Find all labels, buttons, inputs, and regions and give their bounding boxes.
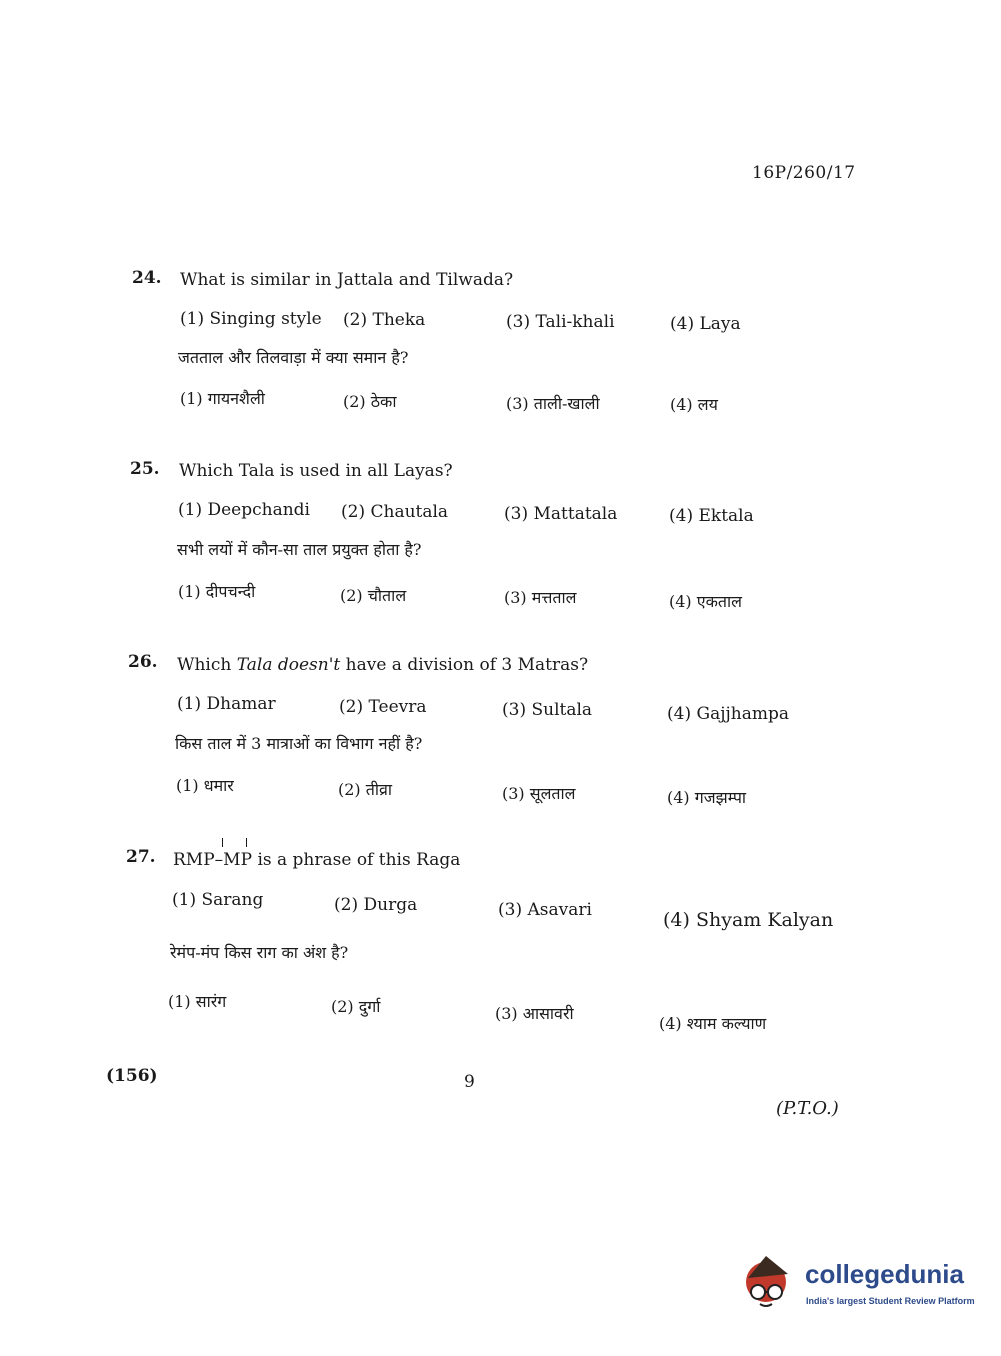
option-en: (3) Sultala bbox=[502, 700, 593, 720]
option-hi: (1) सारंग bbox=[168, 992, 227, 1011]
option-hi: (4) गजझम्पा bbox=[667, 788, 747, 807]
option-en: (2) Theka bbox=[343, 310, 426, 330]
set-number: (156) bbox=[106, 1066, 158, 1086]
option-hi: (4) लय bbox=[670, 395, 718, 414]
question-text-en bbox=[173, 850, 460, 870]
option-hi: (3) आसावरी bbox=[495, 1004, 574, 1023]
option-hi: (1) दीपचन्दी bbox=[178, 582, 256, 601]
option-hi: (1) धमार bbox=[176, 776, 234, 795]
brand-name: collegedunia bbox=[805, 1259, 964, 1289]
pto-note: (P.T.O.) bbox=[776, 1098, 839, 1119]
option-en: (1) Deepchandi bbox=[178, 500, 310, 520]
question-text-part: Which bbox=[177, 655, 232, 675]
option-en: (2) Chautala bbox=[341, 502, 449, 522]
option-en: (1) Singing style bbox=[180, 309, 322, 329]
page-number: 9 bbox=[464, 1072, 475, 1092]
option-hi: (3) सूलताल bbox=[502, 784, 576, 803]
question-text-part: is a phrase of this Raga bbox=[257, 850, 461, 870]
raga-phrase-part: P–M bbox=[203, 850, 241, 870]
question-text-en bbox=[177, 655, 588, 675]
question-text-part: Tala doesn't bbox=[236, 655, 341, 675]
raga-phrase-part: RM bbox=[173, 850, 204, 870]
question-number: 24. bbox=[132, 268, 162, 288]
option-en: (1) Sarang bbox=[172, 890, 264, 910]
question-text-en: Which Tala is used in all Layas? bbox=[179, 461, 453, 481]
option-en: (4) Laya bbox=[670, 314, 741, 334]
question-number: 25. bbox=[130, 459, 160, 479]
question-text-hi: किस ताल में 3 मात्राओं का विभाग नहीं है? bbox=[175, 734, 423, 753]
raga-phrase-part: P bbox=[240, 850, 253, 870]
raga-phrase-hi: रेमंप-मंप bbox=[170, 943, 220, 962]
option-en: (3) Asavari bbox=[498, 900, 592, 920]
question-text-hi bbox=[170, 941, 348, 963]
option-en: (4) Shyam Kalyan bbox=[663, 909, 834, 931]
option-hi: (2) चौताल bbox=[340, 586, 407, 605]
option-hi: (3) मत्तताल bbox=[504, 588, 577, 607]
question-text-en: What is similar in Jattala and Tilwada? bbox=[180, 270, 514, 290]
option-hi: (2) दुर्गा bbox=[331, 997, 381, 1016]
question-text-hi: जतताल और तिलवाड़ा में क्या समान है? bbox=[178, 348, 409, 367]
option-hi: (4) एकताल bbox=[669, 592, 742, 611]
question-text-part: किस राग का अंश है? bbox=[224, 943, 349, 962]
paper-code: 16P/260/17 bbox=[752, 163, 856, 183]
option-hi: (2) ठेका bbox=[343, 392, 397, 411]
option-en: (4) Ektala bbox=[669, 506, 754, 526]
option-hi: (2) तीव्रा bbox=[338, 780, 393, 799]
option-en: (3) Mattatala bbox=[504, 504, 618, 524]
option-en: (3) Tali-khali bbox=[506, 312, 615, 332]
option-en: (4) Gajjhampa bbox=[667, 704, 789, 724]
question-text-part: have a division of 3 Matras? bbox=[345, 655, 589, 675]
mascot-icon bbox=[740, 1248, 802, 1318]
raga-phrase bbox=[173, 850, 252, 870]
question-text-hi: सभी लयों में कौन-सा ताल प्रयुक्त होता है? bbox=[177, 540, 422, 559]
option-hi: (3) ताली-खाली bbox=[506, 394, 600, 413]
option-hi: (1) गायनशैली bbox=[180, 389, 265, 408]
option-en: (2) Durga bbox=[334, 895, 418, 915]
question-number: 27. bbox=[126, 847, 156, 867]
brand-tagline: India's largest Student Review Platform bbox=[806, 1296, 975, 1306]
option-en: (1) Dhamar bbox=[177, 694, 276, 714]
option-en: (2) Teevra bbox=[339, 697, 427, 717]
option-hi: (4) श्याम कल्याण bbox=[659, 1014, 767, 1033]
question-number: 26. bbox=[128, 652, 158, 672]
